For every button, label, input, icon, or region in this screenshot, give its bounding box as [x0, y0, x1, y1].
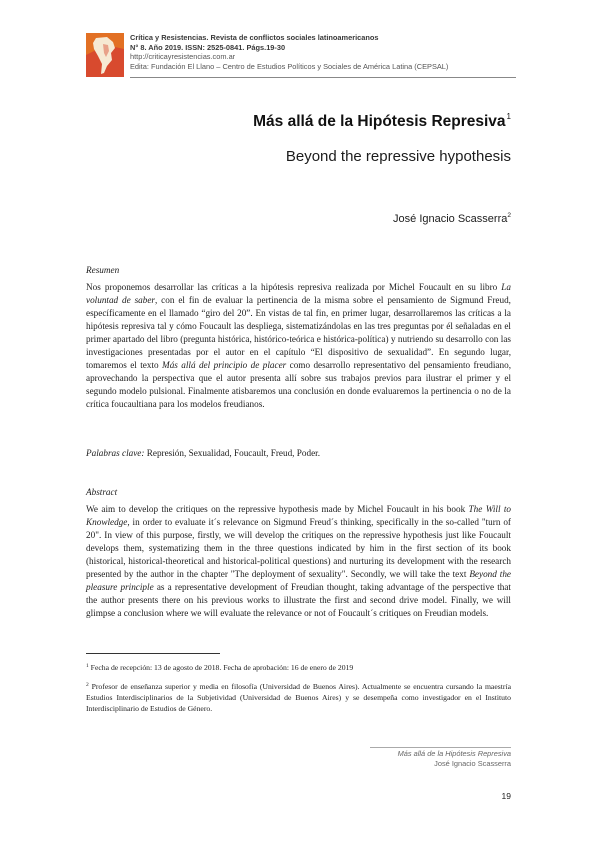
author-name: José Ignacio Scasserra	[393, 213, 508, 225]
footnote-2-mark: 2	[86, 682, 89, 688]
footnote-1-text: Fecha de recepción: 13 de agosto de 2018. Fecha de aprobación: 16 de enero de 2019	[88, 663, 354, 672]
journal-url[interactable]: http://criticayresistencias.com.ar	[130, 52, 236, 62]
abstract-text-1: We aim to develop the critiques on the repressive hypothesis made by Michel Foucault in his book	[86, 504, 469, 514]
publisher-info: Edita: Fundación El Llano – Centro de Estudios Políticos y Sociales de América Latina (CEPSAL)	[130, 61, 449, 71]
page-number: 19	[501, 791, 511, 801]
issue-info: N° 8. Año 2019. ISSN: 2525-0841. Págs.19-30	[130, 42, 286, 52]
keywords	[86, 447, 511, 460]
header-divider	[130, 77, 516, 78]
journal-header	[86, 33, 516, 79]
abstract-text-3: as a representative development of Freudian thought, taking advantage of the perspective that the author presents there on his previous works to illustrate the first and second drive model. Finally, we will glimpse a conclusion where we will evaluate the relevance or not of Foucault´s critiques on Freudian models.	[86, 582, 511, 619]
resumen-book-title: La voluntad de saber	[86, 282, 511, 306]
keywords-list: Represión, Sexualidad, Foucault, Freud, Poder.	[144, 448, 320, 458]
footnote-divider	[86, 653, 220, 654]
journal-logo-icon	[86, 33, 124, 77]
footnote-1-mark: 1	[86, 663, 89, 669]
abstract-book-title: The Will to Knowledge	[86, 504, 512, 528]
abstract-paragraph	[86, 503, 511, 620]
article-title-text: Más allá de la Hipótesis Represiva	[253, 113, 506, 130]
article-author	[393, 212, 511, 225]
abstract-text-2: , in order to evaluate it´s relevance on Sigmund Freud´s thinking, specifically in the so-called "turn of 20". In view of this purpose, firstly, we will develop the critiques on the repressive hypothesis just like Foucault develops them, systematizing them in the three questions indicated by him in the first section of its book (historical, historical-theoretical and historical-political questions) and nurturing its development with the research presented by the author in the chapter "The deployment of sexuality". Secondly, we will take the text	[86, 517, 511, 580]
abstract-text-title: Beyond the pleasure principle	[86, 569, 511, 593]
footnote-1	[86, 661, 511, 673]
running-author: José Ignacio Scasserra	[434, 759, 511, 768]
footnote-ref-1[interactable]: 1	[506, 112, 511, 121]
resumen-heading: Resumen	[86, 265, 120, 275]
resumen-paragraph	[86, 281, 511, 411]
footnote-2	[86, 680, 511, 715]
article-title	[253, 112, 511, 131]
resumen-text-2: , con el fin de evaluar la pertinencia de la misma sobre el pensamiento de Sigmund Freud, específicamente en el llamado “giro del 20”. En vistas de tal fin, en primer lugar, desarrollaremos las críticas a la hipótesis represiva tal y cómo Foucault las despliega, sistematizándolas en las tres preguntas por él señaladas en el primer apartado del libro (pregunta histórica, histórico-teórica e histórica-política) y nutriendo su desarrollo con las investigaciones presentadas por el autor en el capítulo “El dispositivo de sexualidad”. En segundo lugar, tomaremos el texto	[86, 295, 511, 371]
footnote-ref-2[interactable]: 2	[507, 212, 511, 219]
article-subtitle: Beyond the repressive hypothesis	[285, 148, 511, 165]
resumen-text-1: Nos proponemos desarrollar las críticas a la hipótesis represiva realizada por Michel Foucault en su libro	[86, 282, 502, 292]
resumen-text-title: Más allá del principio de placer	[162, 360, 287, 371]
abstract-heading: Abstract	[86, 487, 118, 497]
resumen-text-3: como desarrollo representativo del pensamiento freudiano, aprovechando la perspectiva que el autor presenta allí sobre sus trabajos previos para ilustrar el primer y el segundo modelo pulsional. Finalmente atisbaremos una conclusión en donde evaluaremos la pertinencia o no de la crítica foucaultiana para los modelos freudianos.	[86, 360, 511, 410]
footnote-2-text: Profesor de enseñanza superior y media en filosofía (Universidad de Buenos Aires). Actualmente se encuentra cursando la maestría Estudios Interdisciplinarios de la Subjetividad (Universidad de Buenos Aires) y se desempeña como investigador en el Instituto Interdisciplinario de Estudios de Género.	[86, 682, 511, 714]
footer-divider	[370, 747, 511, 748]
journal-name: Crítica y Resistencias. Revista de conflictos sociales latinoamericanos	[130, 33, 379, 42]
header-text	[130, 33, 448, 71]
keywords-label: Palabras clave:	[86, 448, 145, 458]
running-title: Más allá de la Hipótesis Represiva	[397, 749, 511, 758]
